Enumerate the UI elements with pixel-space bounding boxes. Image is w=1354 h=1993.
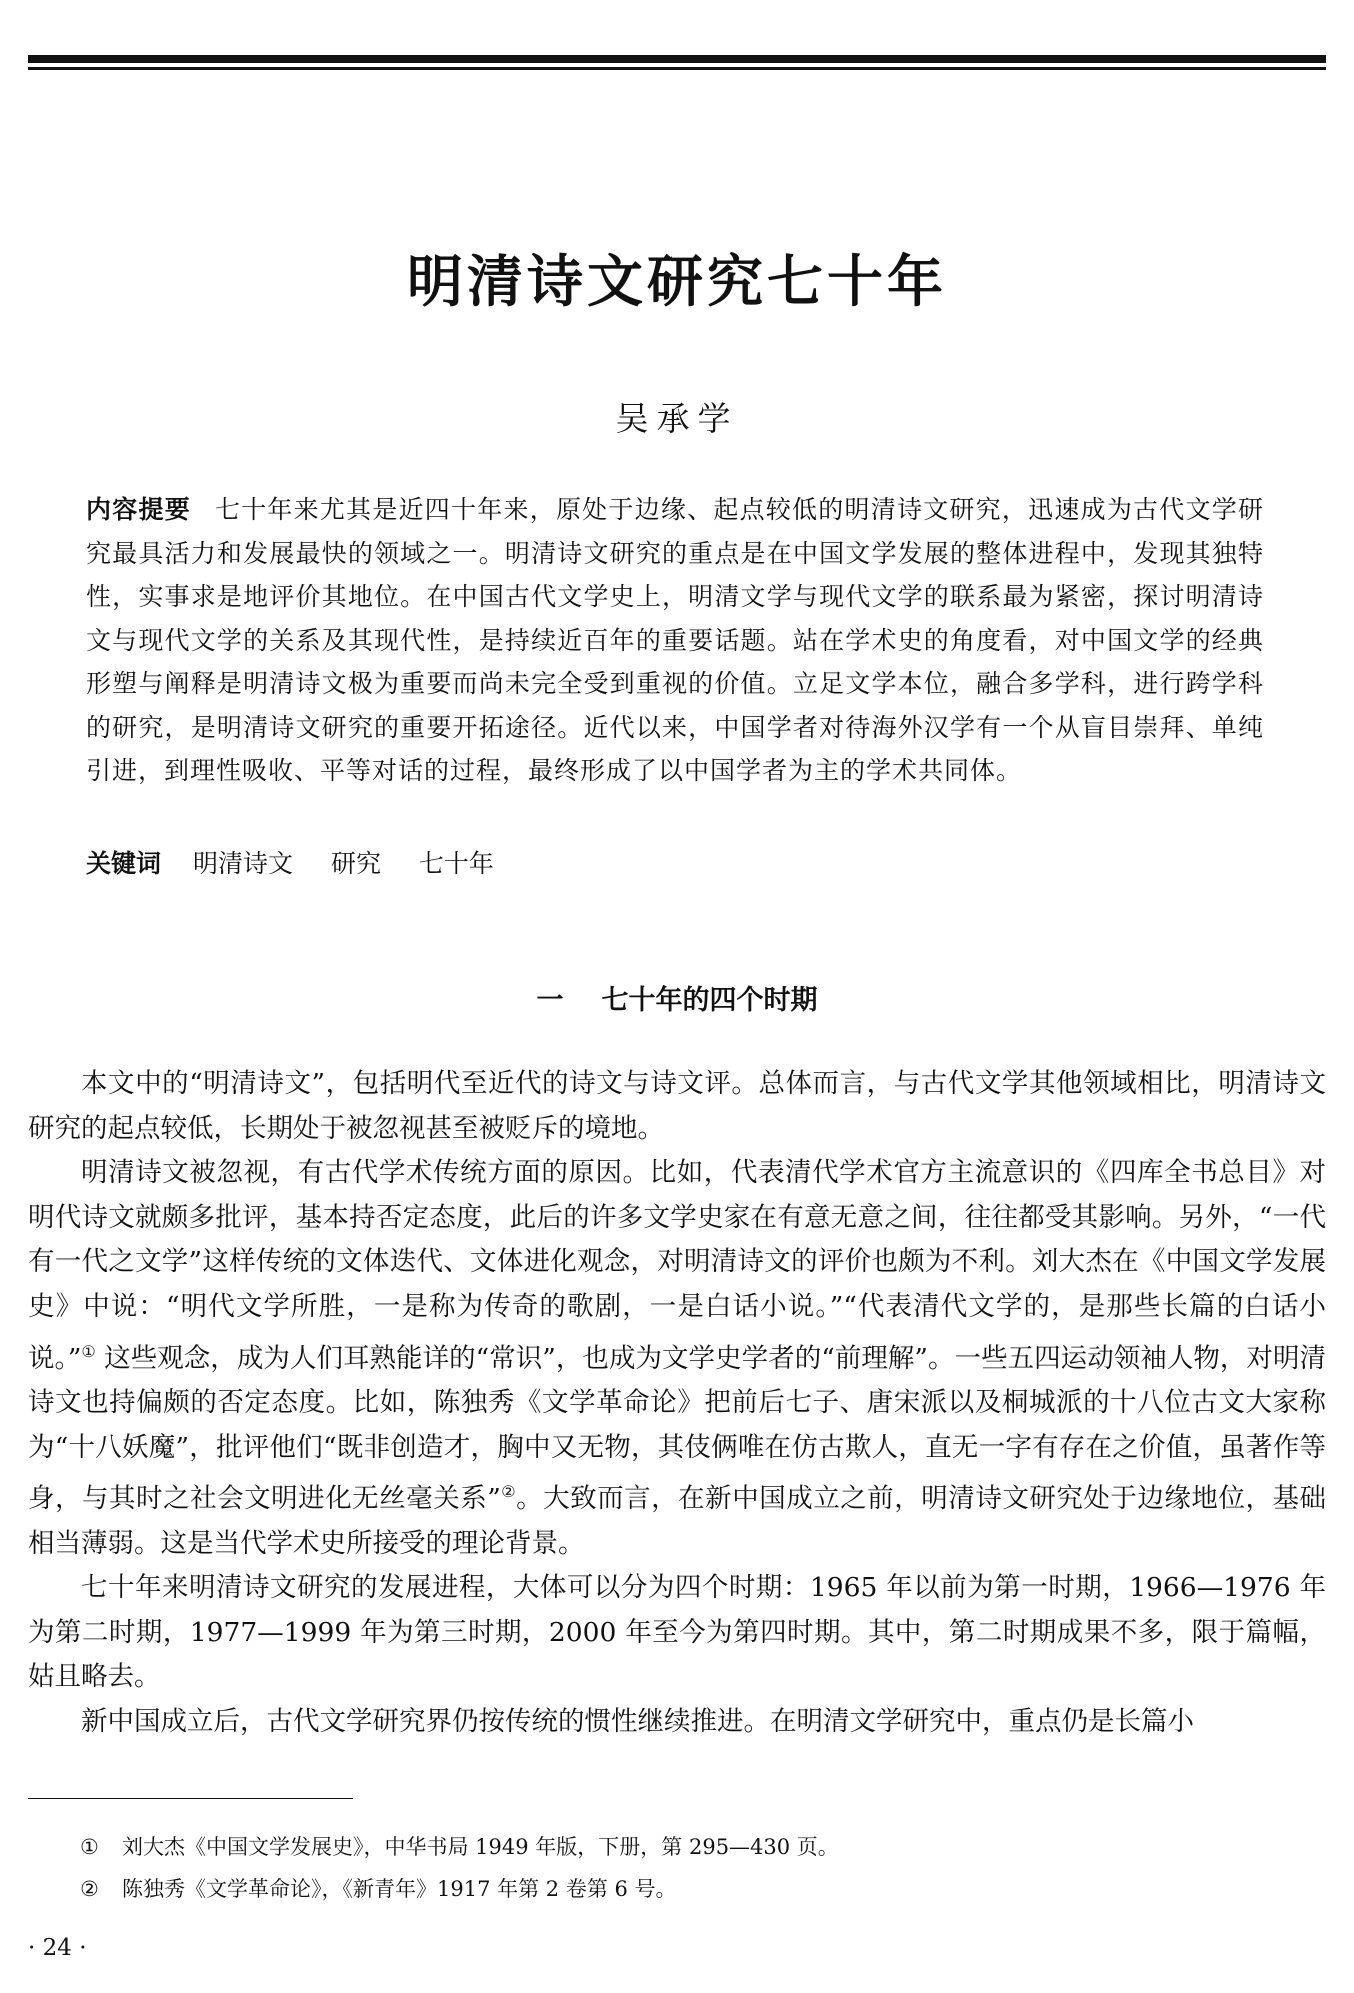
- section-heading: [0, 978, 1354, 1017]
- body-text: [28, 1062, 1326, 1745]
- header-rule-thick: [28, 55, 1326, 63]
- paragraph: [28, 1566, 1326, 1700]
- paragraph-text: 本文中的“明清诗文”，包括明代至近代的诗文与诗文评。总体而言，与古代文学其他领域相比，明清诗文研究的起点较低，长期处于被忽视甚至被贬斥的境地。: [28, 1068, 1326, 1144]
- header-rule-thin: [28, 67, 1326, 70]
- footnote: [80, 1826, 1280, 1868]
- abstract-text: 七十年来尤其是近四十年来，原处于边缘、起点较低的明清诗文研究，迅速成为古代文学研究最具活力和发展最快的领域之一。明清诗文研究的重点是在中国文学发展的整体进程中，发现其独特性，实事求是地评价其地位。在中国古代文学史上，明清文学与现代文学的联系最为紧密，探讨明清诗文与现代文学的关系及其现代性，是持续近百年的重要话题。站在学术史的角度看，对中国文学的经典形塑与阐释是明清诗文极为重要而尚未完全受到重视的价值。立足文学本位，融合多学科，进行跨学科的研究，是明清诗文研究的重要开拓途径。近代以来，中国学者对待海外汉学有一个从盲目崇拜、单纯引进，到理性吸收、平等对话的过程，最终形成了以中国学者为主的学术共同体。: [86, 495, 1264, 785]
- footnotes: [80, 1826, 1280, 1910]
- keyword-item: 七十年: [418, 849, 494, 878]
- abstract: [86, 488, 1264, 793]
- paragraph-text: 七十年来明清诗文研究的发展进程，大体可以分为四个时期：1965 年以前为第一时期，1966—1976 年为第二时期，1977—1999 年为第三时期，2000 年至今为第四时期。其中，第二时期成果不多，限于篇幅，姑且略去。: [28, 1572, 1326, 1693]
- keywords-label: 关键词: [86, 849, 162, 878]
- section-title: 七十年的四个时期: [601, 985, 818, 1016]
- paragraph-text: 。大致而言，在新中国成立之前，明清诗文研究处于边缘地位，基础相当薄弱。这是当代学术史所接受的理论背景。: [28, 1483, 1326, 1559]
- paragraph: [28, 1700, 1326, 1745]
- footnote-divider: [28, 1798, 353, 1799]
- footnote-ref-2[interactable]: ②: [500, 1482, 517, 1502]
- footnote-ref-1[interactable]: ①: [81, 1341, 96, 1361]
- paragraph: [28, 1151, 1326, 1566]
- author-name: 吴承学: [615, 399, 739, 438]
- section-number: 一: [536, 985, 564, 1016]
- paragraph-text: 新中国成立后，古代文学研究界仍按传统的惯性继续推进。在明清文学研究中，重点仍是长篇小: [81, 1705, 1194, 1737]
- abstract-label: 内容提要: [86, 495, 191, 524]
- page-number: · 24 ·: [28, 1935, 87, 1961]
- keyword-item: 研究: [330, 849, 381, 878]
- keyword-item: 明清诗文: [192, 849, 293, 878]
- footnote-text: 刘大杰《中国文学发展史》，中华书局 1949 年版，下册，第 295—430 页。: [122, 1835, 839, 1859]
- paragraph-text: 这些观念，成为人们耳熟能详的“常识”，也成为文学史学者的“前理解”。一些五四运动领袖人物，对明清诗文也持偏颇的否定态度。比如，陈独秀《文学革命论》把前后七子、唐宋派以及桐城派的十八位古文大家称为“十八妖魔”，批评他们“既非创造才，胸中又无物，其伎俩唯在仿古欺人，直无一字有存在之价值，虽著作等身，与其时之社会文明进化无丝毫关系”: [28, 1342, 1326, 1514]
- paragraph-text: 明清诗文被忽视，有古代学术传统方面的原因。比如，代表清代学术官方主流意识的《四库全书总目》对明代诗文就颇多批评，基本持否定态度，此后的许多文学史家在有意无意之间，往往都受其影响。另外，“一代有一代之文学”这样传统的文体迭代、文体进化观念，对明清诗文的评价也颇为不利。刘大杰在《中国文学发展史》中说：“明代文学所胜，一是称为传奇的歌剧，一是白话小说。”“代表清代文学的，是那些长篇的白话小说。”: [28, 1157, 1326, 1374]
- keywords: [86, 842, 1264, 885]
- footnote-mark: ①: [80, 1835, 99, 1859]
- article-title: 明清诗文研究七十年: [407, 249, 947, 315]
- footnote-text: 陈独秀《文学革命论》，《新青年》1917 年第 2 卷第 6 号。: [122, 1877, 677, 1901]
- footnote: [80, 1868, 1280, 1910]
- paragraph: [28, 1062, 1326, 1151]
- footnote-mark: ②: [80, 1877, 99, 1901]
